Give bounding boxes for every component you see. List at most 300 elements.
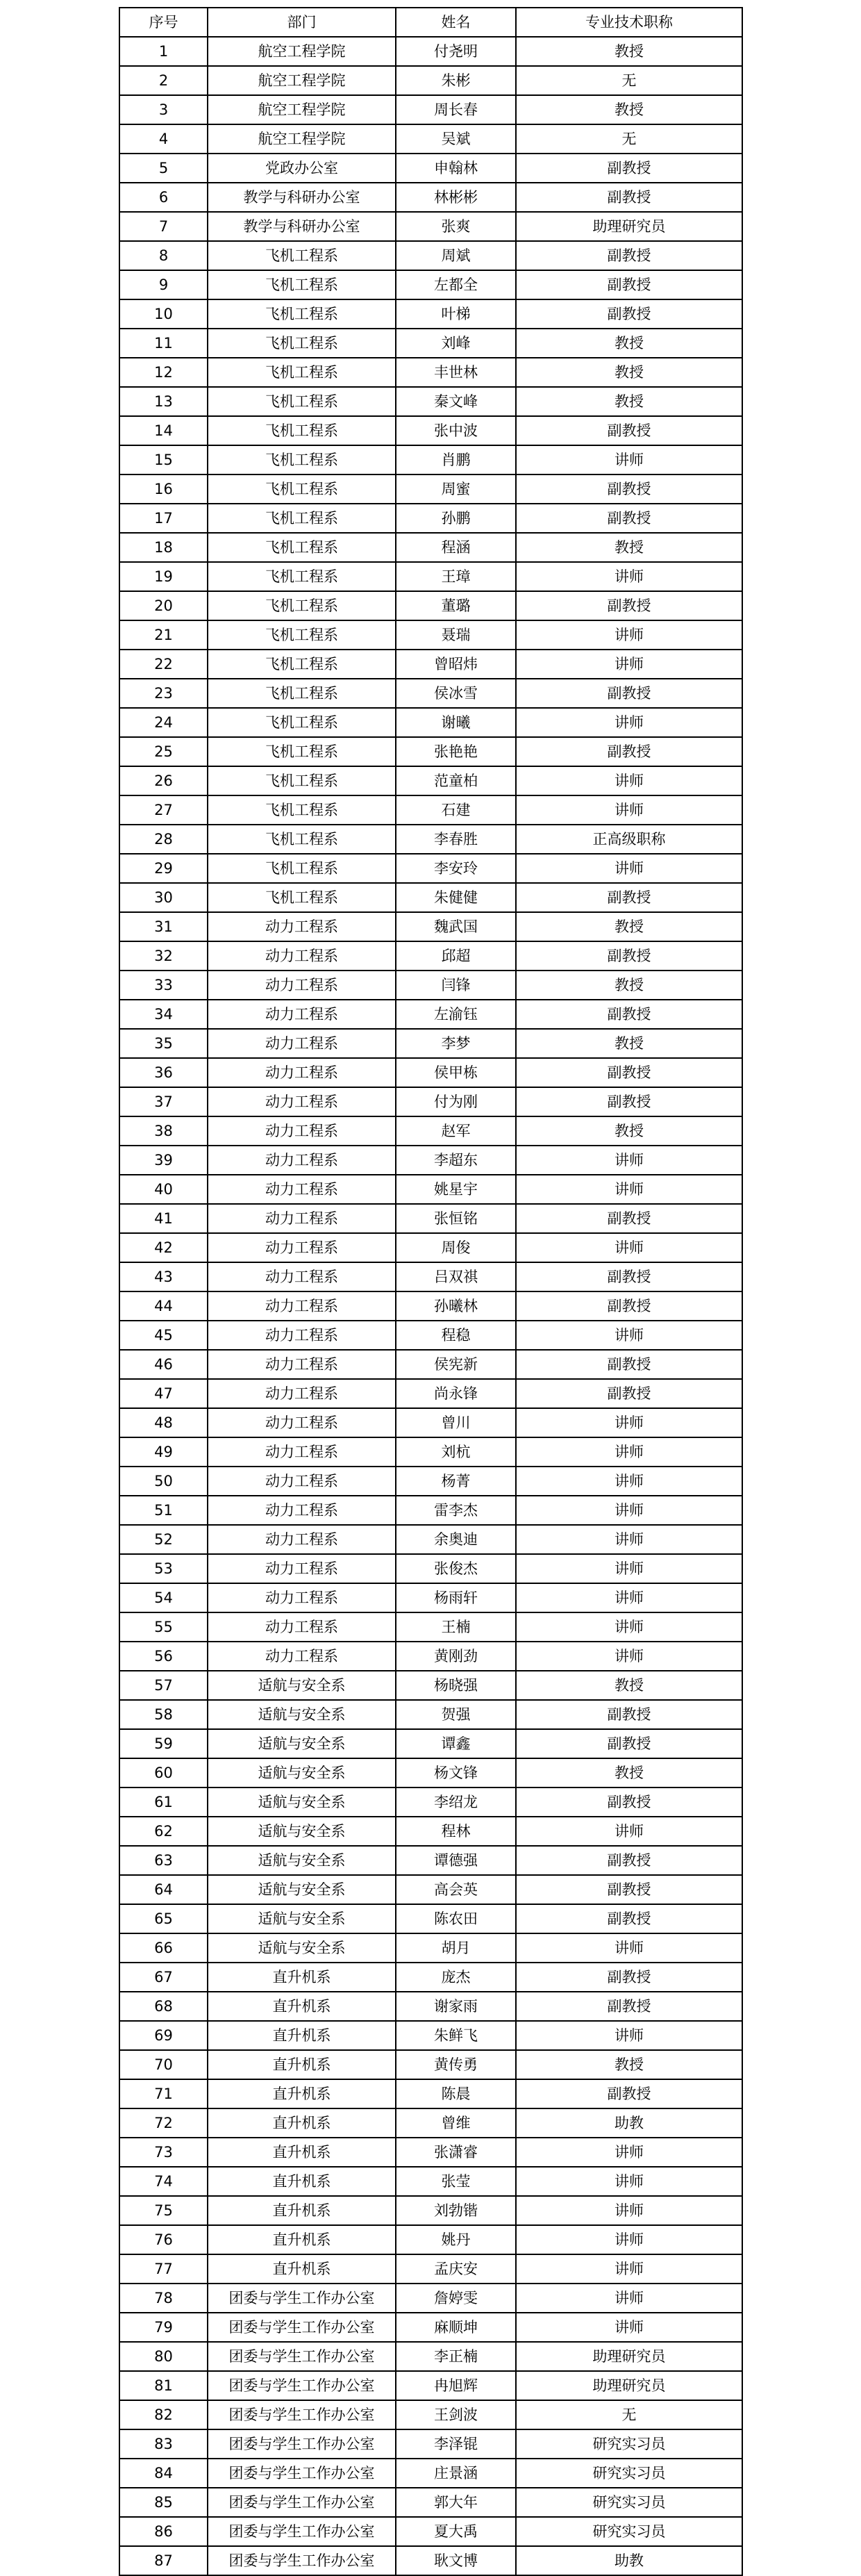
table-body [119, 37, 742, 2575]
cell-name: 曾昭炜 [396, 650, 516, 679]
cell-department: 飞机工程系 [208, 299, 396, 329]
cell-title: 副教授 [516, 679, 742, 708]
cell-department: 飞机工程系 [208, 358, 396, 387]
cell-index: 32 [119, 941, 208, 971]
cell-department: 动力工程系 [208, 1204, 396, 1233]
table-row [119, 883, 742, 912]
cell-index: 20 [119, 591, 208, 620]
cell-department: 飞机工程系 [208, 445, 396, 474]
cell-department: 航空工程学院 [208, 95, 396, 124]
cell-title: 讲师 [516, 445, 742, 474]
cell-index: 68 [119, 1992, 208, 2021]
cell-name: 张恒铭 [396, 1204, 516, 1233]
cell-index: 1 [119, 37, 208, 66]
cell-title: 讲师 [516, 1817, 742, 1846]
cell-name: 杨菁 [396, 1467, 516, 1496]
cell-title: 教授 [516, 95, 742, 124]
cell-index: 19 [119, 562, 208, 591]
cell-index: 48 [119, 1408, 208, 1437]
cell-title: 副教授 [516, 1379, 742, 1408]
cell-department: 飞机工程系 [208, 708, 396, 737]
cell-name: 朱鲜飞 [396, 2021, 516, 2050]
cell-department: 直升机系 [208, 2196, 396, 2225]
table-row [119, 329, 742, 358]
cell-department: 直升机系 [208, 2225, 396, 2254]
table-row [119, 2429, 742, 2459]
table-row [119, 1642, 742, 1671]
cell-title: 副教授 [516, 241, 742, 270]
table-row [119, 504, 742, 533]
table-row [119, 1846, 742, 1875]
cell-department: 直升机系 [208, 2254, 396, 2284]
cell-index: 55 [119, 1612, 208, 1642]
cell-name: 杨文锋 [396, 1758, 516, 1787]
cell-index: 33 [119, 971, 208, 1000]
table-row [119, 1817, 742, 1846]
cell-index: 40 [119, 1175, 208, 1204]
cell-index: 3 [119, 95, 208, 124]
table-row [119, 1116, 742, 1146]
cell-department: 适航与安全系 [208, 1758, 396, 1787]
cell-title: 副教授 [516, 299, 742, 329]
table-row [119, 1787, 742, 1817]
cell-name: 陈农田 [396, 1904, 516, 1933]
cell-title: 讲师 [516, 1496, 742, 1525]
cell-index: 16 [119, 474, 208, 504]
table-row [119, 416, 742, 445]
cell-index: 47 [119, 1379, 208, 1408]
cell-title: 副教授 [516, 1700, 742, 1729]
table-row [119, 2138, 742, 2167]
cell-department: 团委与学生工作办公室 [208, 2459, 396, 2488]
cell-department: 动力工程系 [208, 1233, 396, 1262]
cell-index: 34 [119, 1000, 208, 1029]
table-row [119, 2079, 742, 2108]
cell-department: 动力工程系 [208, 1525, 396, 1554]
table-row [119, 241, 742, 270]
cell-name: 付尧明 [396, 37, 516, 66]
cell-name: 付为刚 [396, 1087, 516, 1116]
cell-name: 张艳艳 [396, 737, 516, 766]
table-row [119, 2546, 742, 2575]
table-row [119, 766, 742, 795]
cell-title: 副教授 [516, 1846, 742, 1875]
table-row [119, 1175, 742, 1204]
cell-name: 贺强 [396, 1700, 516, 1729]
cell-index: 53 [119, 1554, 208, 1583]
cell-department: 教学与科研办公室 [208, 212, 396, 241]
staff-table [119, 7, 743, 2576]
table-row [119, 591, 742, 620]
cell-name: 朱健健 [396, 883, 516, 912]
cell-title: 讲师 [516, 708, 742, 737]
cell-title: 副教授 [516, 883, 742, 912]
cell-name: 吕双祺 [396, 1262, 516, 1291]
cell-department: 飞机工程系 [208, 270, 396, 299]
cell-title: 教授 [516, 1758, 742, 1787]
cell-index: 51 [119, 1496, 208, 1525]
cell-title: 无 [516, 124, 742, 154]
cell-name: 高会英 [396, 1875, 516, 1904]
table-row [119, 941, 742, 971]
header-name: 姓名 [396, 8, 516, 37]
table-row [119, 1291, 742, 1321]
cell-name: 耿文博 [396, 2546, 516, 2575]
header-title: 专业技术职称 [516, 8, 742, 37]
cell-index: 36 [119, 1058, 208, 1087]
table-row [119, 1000, 742, 1029]
cell-name: 曾维 [396, 2108, 516, 2138]
cell-index: 17 [119, 504, 208, 533]
cell-department: 直升机系 [208, 2167, 396, 2196]
table-row [119, 533, 742, 562]
cell-title: 副教授 [516, 737, 742, 766]
cell-title: 讲师 [516, 1233, 742, 1262]
cell-name: 谭鑫 [396, 1729, 516, 1758]
table-row [119, 2313, 742, 2342]
cell-title: 教授 [516, 1671, 742, 1700]
cell-title: 教授 [516, 1029, 742, 1058]
cell-department: 直升机系 [208, 1992, 396, 2021]
cell-department: 动力工程系 [208, 1321, 396, 1350]
cell-index: 18 [119, 533, 208, 562]
cell-department: 飞机工程系 [208, 620, 396, 650]
cell-name: 姚丹 [396, 2225, 516, 2254]
cell-index: 86 [119, 2517, 208, 2546]
cell-name: 刘杭 [396, 1437, 516, 1467]
table-row [119, 912, 742, 941]
cell-name: 范童柏 [396, 766, 516, 795]
cell-name: 雷李杰 [396, 1496, 516, 1525]
cell-department: 飞机工程系 [208, 504, 396, 533]
table-row [119, 95, 742, 124]
cell-name: 李梦 [396, 1029, 516, 1058]
cell-name: 黄刚劲 [396, 1642, 516, 1671]
cell-index: 76 [119, 2225, 208, 2254]
cell-department: 飞机工程系 [208, 474, 396, 504]
table-row [119, 650, 742, 679]
cell-department: 适航与安全系 [208, 1875, 396, 1904]
table-row [119, 1408, 742, 1437]
cell-index: 39 [119, 1146, 208, 1175]
cell-index: 43 [119, 1262, 208, 1291]
cell-department: 飞机工程系 [208, 241, 396, 270]
cell-title: 副教授 [516, 591, 742, 620]
table-row [119, 1467, 742, 1496]
cell-title: 讲师 [516, 854, 742, 883]
cell-department: 团委与学生工作办公室 [208, 2371, 396, 2400]
table-row [119, 1671, 742, 1700]
cell-title: 无 [516, 2400, 742, 2429]
cell-index: 69 [119, 2021, 208, 2050]
cell-name: 王璋 [396, 562, 516, 591]
cell-name: 魏武国 [396, 912, 516, 941]
cell-name: 庄景涵 [396, 2459, 516, 2488]
table-row [119, 183, 742, 212]
table-row [119, 124, 742, 154]
cell-name: 孟庆安 [396, 2254, 516, 2284]
cell-index: 9 [119, 270, 208, 299]
cell-department: 飞机工程系 [208, 591, 396, 620]
cell-title: 讲师 [516, 2167, 742, 2196]
cell-department: 动力工程系 [208, 1058, 396, 1087]
table-row [119, 445, 742, 474]
cell-title: 讲师 [516, 650, 742, 679]
table-row [119, 212, 742, 241]
cell-title: 助理研究员 [516, 2342, 742, 2371]
table-row [119, 2517, 742, 2546]
cell-department: 动力工程系 [208, 941, 396, 971]
cell-name: 张爽 [396, 212, 516, 241]
table-row [119, 1525, 742, 1554]
table-row [119, 2021, 742, 2050]
cell-title: 讲师 [516, 1933, 742, 1963]
table-row [119, 1583, 742, 1612]
cell-department: 适航与安全系 [208, 1700, 396, 1729]
table-row [119, 1350, 742, 1379]
table-header [119, 8, 742, 37]
cell-title: 无 [516, 66, 742, 95]
cell-name: 侯甲栋 [396, 1058, 516, 1087]
cell-title: 讲师 [516, 1612, 742, 1642]
cell-department: 飞机工程系 [208, 766, 396, 795]
cell-title: 副教授 [516, 1787, 742, 1817]
cell-department: 动力工程系 [208, 1000, 396, 1029]
cell-name: 程涵 [396, 533, 516, 562]
cell-department: 教学与科研办公室 [208, 183, 396, 212]
cell-title: 副教授 [516, 1729, 742, 1758]
cell-name: 麻顺坤 [396, 2313, 516, 2342]
cell-department: 团委与学生工作办公室 [208, 2517, 396, 2546]
cell-name: 胡月 [396, 1933, 516, 1963]
cell-index: 56 [119, 1642, 208, 1671]
cell-index: 57 [119, 1671, 208, 1700]
table-row [119, 1700, 742, 1729]
cell-department: 动力工程系 [208, 912, 396, 941]
cell-department: 团委与学生工作办公室 [208, 2284, 396, 2313]
cell-index: 79 [119, 2313, 208, 2342]
table-row [119, 1875, 742, 1904]
cell-title: 副教授 [516, 1963, 742, 1992]
cell-department: 动力工程系 [208, 1642, 396, 1671]
table-row [119, 971, 742, 1000]
cell-title: 副教授 [516, 941, 742, 971]
cell-name: 谢家雨 [396, 1992, 516, 2021]
cell-department: 飞机工程系 [208, 416, 396, 445]
cell-index: 72 [119, 2108, 208, 2138]
table-row [119, 2225, 742, 2254]
table-row [119, 1496, 742, 1525]
cell-name: 董璐 [396, 591, 516, 620]
cell-title: 讲师 [516, 2021, 742, 2050]
cell-index: 35 [119, 1029, 208, 1058]
cell-title: 副教授 [516, 1350, 742, 1379]
cell-department: 直升机系 [208, 2050, 396, 2079]
cell-index: 77 [119, 2254, 208, 2284]
cell-name: 张潇睿 [396, 2138, 516, 2167]
cell-index: 82 [119, 2400, 208, 2429]
cell-department: 适航与安全系 [208, 1817, 396, 1846]
cell-index: 75 [119, 2196, 208, 2225]
table-row [119, 1029, 742, 1058]
cell-title: 副教授 [516, 270, 742, 299]
cell-index: 49 [119, 1437, 208, 1467]
cell-department: 动力工程系 [208, 1612, 396, 1642]
cell-index: 83 [119, 2429, 208, 2459]
table-row [119, 2488, 742, 2517]
cell-index: 41 [119, 1204, 208, 1233]
cell-title: 副教授 [516, 504, 742, 533]
cell-index: 11 [119, 329, 208, 358]
cell-department: 团委与学生工作办公室 [208, 2488, 396, 2517]
cell-title: 教授 [516, 2050, 742, 2079]
cell-index: 44 [119, 1291, 208, 1321]
table-row [119, 270, 742, 299]
cell-department: 团委与学生工作办公室 [208, 2313, 396, 2342]
cell-title: 副教授 [516, 474, 742, 504]
cell-index: 63 [119, 1846, 208, 1875]
cell-title: 讲师 [516, 2254, 742, 2284]
cell-index: 54 [119, 1583, 208, 1612]
cell-title: 讲师 [516, 1642, 742, 1671]
table-row [119, 1612, 742, 1642]
cell-title: 副教授 [516, 1262, 742, 1291]
cell-department: 适航与安全系 [208, 1671, 396, 1700]
cell-name: 张莹 [396, 2167, 516, 2196]
cell-department: 动力工程系 [208, 1087, 396, 1116]
cell-name: 詹婷雯 [396, 2284, 516, 2313]
cell-index: 5 [119, 154, 208, 183]
cell-index: 62 [119, 1817, 208, 1846]
cell-department: 团委与学生工作办公室 [208, 2400, 396, 2429]
cell-department: 动力工程系 [208, 1029, 396, 1058]
cell-title: 讲师 [516, 1321, 742, 1350]
table-row [119, 825, 742, 854]
cell-title: 讲师 [516, 2196, 742, 2225]
cell-department: 航空工程学院 [208, 66, 396, 95]
header-department: 部门 [208, 8, 396, 37]
cell-index: 81 [119, 2371, 208, 2400]
cell-department: 适航与安全系 [208, 1729, 396, 1758]
cell-title: 副教授 [516, 1204, 742, 1233]
table-row [119, 299, 742, 329]
cell-title: 副教授 [516, 183, 742, 212]
cell-index: 15 [119, 445, 208, 474]
cell-index: 24 [119, 708, 208, 737]
cell-title: 正高级职称 [516, 825, 742, 854]
cell-index: 46 [119, 1350, 208, 1379]
table-row [119, 66, 742, 95]
cell-index: 61 [119, 1787, 208, 1817]
cell-title: 助理研究员 [516, 212, 742, 241]
table-row [119, 2371, 742, 2400]
cell-department: 团委与学生工作办公室 [208, 2429, 396, 2459]
table-row [119, 1233, 742, 1262]
cell-department: 动力工程系 [208, 1408, 396, 1437]
cell-name: 左都全 [396, 270, 516, 299]
table-row [119, 1904, 742, 1933]
table-row [119, 1058, 742, 1087]
table-row [119, 2459, 742, 2488]
cell-title: 副教授 [516, 1875, 742, 1904]
cell-name: 邱超 [396, 941, 516, 971]
cell-title: 讲师 [516, 2313, 742, 2342]
cell-name: 周蜜 [396, 474, 516, 504]
cell-title: 副教授 [516, 2079, 742, 2108]
cell-index: 6 [119, 183, 208, 212]
table-row [119, 2400, 742, 2429]
cell-title: 副教授 [516, 1087, 742, 1116]
cell-name: 陈晨 [396, 2079, 516, 2108]
table-row [119, 154, 742, 183]
cell-name: 张俊杰 [396, 1554, 516, 1583]
cell-department: 飞机工程系 [208, 883, 396, 912]
table-row [119, 2050, 742, 2079]
cell-title: 讲师 [516, 766, 742, 795]
table-row [119, 795, 742, 825]
cell-department: 党政办公室 [208, 154, 396, 183]
table-row [119, 37, 742, 66]
cell-title: 教授 [516, 912, 742, 941]
cell-name: 李超东 [396, 1146, 516, 1175]
cell-department: 飞机工程系 [208, 650, 396, 679]
table-row [119, 1554, 742, 1583]
cell-department: 动力工程系 [208, 1291, 396, 1321]
cell-title: 讲师 [516, 1467, 742, 1496]
cell-title: 讲师 [516, 2284, 742, 2313]
cell-index: 25 [119, 737, 208, 766]
cell-department: 直升机系 [208, 1963, 396, 1992]
cell-name: 李正楠 [396, 2342, 516, 2371]
cell-title: 研究实习员 [516, 2488, 742, 2517]
cell-department: 飞机工程系 [208, 825, 396, 854]
cell-index: 59 [119, 1729, 208, 1758]
cell-index: 65 [119, 1904, 208, 1933]
cell-title: 讲师 [516, 1175, 742, 1204]
table-row [119, 562, 742, 591]
cell-name: 王剑波 [396, 2400, 516, 2429]
cell-title: 教授 [516, 329, 742, 358]
cell-name: 杨雨轩 [396, 1583, 516, 1612]
cell-index: 60 [119, 1758, 208, 1787]
cell-index: 13 [119, 387, 208, 416]
cell-title: 教授 [516, 971, 742, 1000]
cell-department: 适航与安全系 [208, 1904, 396, 1933]
cell-name: 谭德强 [396, 1846, 516, 1875]
cell-name: 黄传勇 [396, 2050, 516, 2079]
cell-department: 动力工程系 [208, 1554, 396, 1583]
cell-department: 动力工程系 [208, 1350, 396, 1379]
cell-title: 研究实习员 [516, 2429, 742, 2459]
cell-name: 谢曦 [396, 708, 516, 737]
cell-title: 副教授 [516, 1058, 742, 1087]
cell-department: 飞机工程系 [208, 679, 396, 708]
cell-name: 叶梯 [396, 299, 516, 329]
cell-index: 37 [119, 1087, 208, 1116]
table-row [119, 1321, 742, 1350]
cell-department: 适航与安全系 [208, 1933, 396, 1963]
table-row [119, 387, 742, 416]
cell-department: 团委与学生工作办公室 [208, 2342, 396, 2371]
cell-index: 84 [119, 2459, 208, 2488]
cell-department: 动力工程系 [208, 1116, 396, 1146]
cell-name: 张中波 [396, 416, 516, 445]
cell-title: 讲师 [516, 795, 742, 825]
cell-department: 飞机工程系 [208, 387, 396, 416]
cell-department: 动力工程系 [208, 971, 396, 1000]
table-row [119, 679, 742, 708]
cell-index: 73 [119, 2138, 208, 2167]
